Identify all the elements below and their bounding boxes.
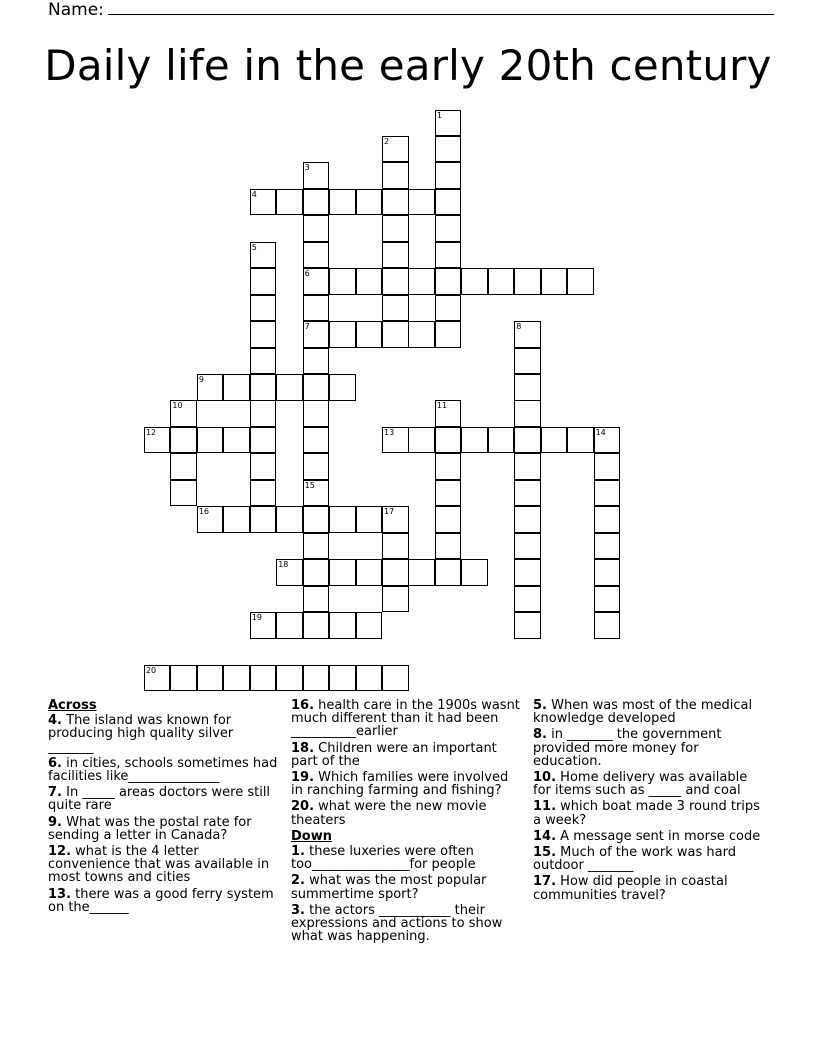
grid-cell[interactable] xyxy=(329,189,356,216)
clue-across-19: 19. Which families were involved in ranching farming and fishing? xyxy=(291,770,509,799)
grid-cell[interactable] xyxy=(303,268,330,295)
grid-cell[interactable] xyxy=(435,295,462,322)
grid-cell[interactable] xyxy=(541,427,568,454)
grid-cell[interactable] xyxy=(223,374,250,401)
grid-cell[interactable] xyxy=(276,612,303,639)
grid-cell[interactable] xyxy=(303,533,330,560)
grid-cell[interactable] xyxy=(514,612,541,639)
grid-cell[interactable] xyxy=(276,559,303,586)
grid-cell[interactable] xyxy=(170,453,197,480)
clue-number: 5 xyxy=(251,242,257,252)
grid-cell[interactable] xyxy=(329,612,356,639)
grid-cell[interactable] xyxy=(197,427,224,454)
grid-cell[interactable] xyxy=(303,374,330,401)
grid-cell[interactable] xyxy=(514,453,541,480)
grid-cell[interactable] xyxy=(356,506,383,533)
grid-cell[interactable] xyxy=(276,506,303,533)
clue-across-4: 4. The island was known for producing high quality silver _______ xyxy=(48,713,234,755)
clue-number: 3 xyxy=(304,163,310,173)
grid-cell[interactable] xyxy=(170,665,197,692)
grid-cell[interactable] xyxy=(435,506,462,533)
grid-cell[interactable] xyxy=(488,427,515,454)
clue-across-7: 7. In _____ areas doctors were still quite rare xyxy=(48,785,271,814)
grid-cell[interactable] xyxy=(170,480,197,507)
name-label: Name: xyxy=(48,0,104,20)
grid-cell[interactable] xyxy=(382,586,409,613)
clue-number: 13 xyxy=(384,427,395,437)
grid-cell[interactable] xyxy=(567,427,594,454)
grid-cell[interactable] xyxy=(514,506,541,533)
grid-cell[interactable] xyxy=(303,215,330,242)
clue-number: 16 xyxy=(198,507,210,517)
grid-cell[interactable] xyxy=(567,268,594,295)
grid-cell[interactable] xyxy=(329,559,356,586)
clue-number: 9 xyxy=(198,375,204,384)
grid-cell[interactable] xyxy=(435,189,462,216)
grid-cell[interactable] xyxy=(594,586,621,613)
grid-cell[interactable] xyxy=(303,506,330,533)
grid-cell[interactable] xyxy=(250,321,277,348)
clue-number: 4 xyxy=(251,189,257,199)
grid-cell[interactable] xyxy=(435,136,462,163)
clue-number: 6 xyxy=(304,269,310,279)
clue-number: 15 xyxy=(304,480,315,490)
clue-across-12: 12. what is the 4 letter convenience that was available in most towns and cities xyxy=(48,844,270,886)
clue-down-15: 15. Much of the work was hard outdoor _______ xyxy=(533,845,736,874)
grid-cell[interactable] xyxy=(514,268,541,295)
grid-cell[interactable] xyxy=(514,559,541,586)
clue-number: 7 xyxy=(304,322,310,332)
grid-cell[interactable] xyxy=(594,533,621,560)
grid-cell[interactable] xyxy=(197,374,224,401)
clue-number: 19 xyxy=(251,613,262,623)
grid-cell[interactable] xyxy=(594,480,621,507)
clue-across-13: 13. there was a good ferry system on the______ xyxy=(48,886,274,915)
grid-cell[interactable] xyxy=(408,559,435,586)
grid-cell[interactable] xyxy=(382,427,409,454)
clue-down-2: 2. what was the most popular summertime sport? xyxy=(291,873,487,902)
grid-cell[interactable] xyxy=(461,268,488,295)
clue-number: 11 xyxy=(436,401,448,411)
clue-number: 1 xyxy=(436,110,442,120)
clue-down-14: 14. A message sent in morse code xyxy=(533,828,761,844)
clue-down-5: 5. When was most of the medical knowledge developed xyxy=(533,698,753,727)
clue-across-9: 9. What was the postal rate for sending a letter in Canada? xyxy=(48,814,252,843)
grid-cell[interactable] xyxy=(356,559,383,586)
grid-cell[interactable] xyxy=(435,242,462,269)
grid-cell[interactable] xyxy=(303,559,330,586)
grid-cell[interactable] xyxy=(514,400,541,427)
grid-cell[interactable] xyxy=(594,506,621,533)
grid-cell[interactable] xyxy=(356,189,383,216)
grid-cell[interactable] xyxy=(250,453,277,480)
grid-cell[interactable] xyxy=(382,665,409,692)
grid-cell[interactable] xyxy=(250,242,277,269)
grid-cell[interactable] xyxy=(435,480,462,507)
grid-cell[interactable] xyxy=(382,136,409,163)
grid-cell[interactable] xyxy=(356,612,383,639)
grid-cell[interactable] xyxy=(250,189,277,216)
clue-across-6: 6. in cities, schools sometimes had facilities like______________ xyxy=(48,755,278,785)
down-heading: Down xyxy=(291,828,332,844)
grid-cell[interactable] xyxy=(461,559,488,586)
grid-cell[interactable] xyxy=(435,162,462,189)
grid-cell[interactable] xyxy=(514,348,541,375)
grid-cell[interactable] xyxy=(541,268,568,295)
grid-cell[interactable] xyxy=(382,268,409,295)
grid-cell[interactable] xyxy=(435,268,462,295)
grid-cell[interactable] xyxy=(356,268,383,295)
grid-cell[interactable] xyxy=(408,427,435,454)
grid-cell[interactable] xyxy=(514,586,541,613)
grid-cell[interactable] xyxy=(382,559,409,586)
grid-cell[interactable] xyxy=(303,348,330,375)
grid-cell[interactable] xyxy=(250,374,277,401)
grid-cell[interactable] xyxy=(594,612,621,639)
grid-cell[interactable] xyxy=(303,427,330,454)
grid-cell[interactable] xyxy=(382,506,409,533)
grid-cell[interactable] xyxy=(223,427,250,454)
grid-cell[interactable] xyxy=(461,427,488,454)
grid-cell[interactable] xyxy=(408,189,435,216)
grid-cell[interactable] xyxy=(250,348,277,375)
grid-cell[interactable] xyxy=(435,559,462,586)
grid-cell[interactable] xyxy=(356,665,383,692)
grid-cell[interactable] xyxy=(435,533,462,560)
grid-cell[interactable] xyxy=(303,242,330,269)
grid-cell[interactable] xyxy=(276,374,303,401)
clue-down-8: 8. in _______ the government provided more money for education. xyxy=(533,727,722,769)
clue-number: 10 xyxy=(172,401,183,411)
grid-cell[interactable] xyxy=(303,295,330,322)
grid-cell[interactable] xyxy=(303,189,330,216)
clues-column-3 xyxy=(533,699,765,905)
grid-cell[interactable] xyxy=(250,480,277,507)
clue-number: 8 xyxy=(516,322,522,332)
grid-cell[interactable] xyxy=(356,321,383,348)
grid-cell[interactable] xyxy=(303,453,330,480)
clues-column-1 xyxy=(48,699,280,917)
grid-cell[interactable] xyxy=(223,506,250,533)
clue-down-1: 1. these luxeries were often too_______________for people xyxy=(291,844,476,873)
clue-across-18: 18. Children were an important part of the xyxy=(291,740,497,769)
grid-cell[interactable] xyxy=(514,533,541,560)
grid-cell[interactable] xyxy=(170,427,197,454)
grid-cell[interactable] xyxy=(276,189,303,216)
clues-column-2 xyxy=(291,699,523,946)
grid-cell[interactable] xyxy=(435,400,462,427)
grid-cell[interactable] xyxy=(435,321,462,348)
grid-cell[interactable] xyxy=(435,453,462,480)
clue-number: 14 xyxy=(595,427,606,437)
grid-cell[interactable] xyxy=(408,321,435,348)
grid-cell[interactable] xyxy=(250,665,277,692)
grid-cell[interactable] xyxy=(329,268,356,295)
grid-cell[interactable] xyxy=(250,427,277,454)
grid-cell[interactable] xyxy=(303,400,330,427)
page-title: Daily life in the early 20th century xyxy=(44,41,772,90)
clue-across-16: 16. health care in the 1900s wasnt much different than it had been __________earlier xyxy=(291,698,520,740)
clue-number: 12 xyxy=(145,427,157,437)
grid-cell[interactable] xyxy=(594,427,621,454)
grid-cell[interactable] xyxy=(144,427,171,454)
clue-across-20: 20. what were the new movie theaters xyxy=(291,799,487,828)
grid-cell[interactable] xyxy=(435,215,462,242)
clue-down-11: 11. which boat made 3 round trips a week? xyxy=(533,799,760,828)
grid-cell[interactable] xyxy=(514,480,541,507)
grid-cell[interactable] xyxy=(514,321,541,348)
grid-cell[interactable] xyxy=(250,400,277,427)
grid-cell[interactable] xyxy=(514,427,541,454)
grid-cell[interactable] xyxy=(435,110,462,137)
grid-cell[interactable] xyxy=(329,374,356,401)
clue-number: 17 xyxy=(384,507,395,517)
grid-cell[interactable] xyxy=(514,374,541,401)
grid-cell[interactable] xyxy=(594,453,621,480)
grid-cell[interactable] xyxy=(250,268,277,295)
grid-cell[interactable] xyxy=(382,242,409,269)
grid-cell[interactable] xyxy=(303,162,330,189)
grid-cell[interactable] xyxy=(408,268,435,295)
grid-cell[interactable] xyxy=(329,665,356,692)
clue-number: 20 xyxy=(145,665,157,675)
across-heading: Across xyxy=(48,698,97,713)
grid-cell[interactable] xyxy=(197,506,224,533)
grid-cell[interactable] xyxy=(382,533,409,560)
grid-cell[interactable] xyxy=(488,268,515,295)
grid-cell[interactable] xyxy=(250,295,277,322)
grid-cell[interactable] xyxy=(303,612,330,639)
grid-cell[interactable] xyxy=(303,665,330,692)
clue-down-3: 3. the actors ___________ their expressions and actions to show what was happening. xyxy=(291,902,503,945)
clue-down-17: 17. How did people in coastal communities travel? xyxy=(533,874,728,903)
grid-cell[interactable] xyxy=(250,612,277,639)
grid-cell[interactable] xyxy=(329,506,356,533)
grid-cell[interactable] xyxy=(144,665,171,692)
grid-cell[interactable] xyxy=(435,427,462,454)
grid-cell[interactable] xyxy=(250,506,277,533)
grid-cell[interactable] xyxy=(303,586,330,613)
grid-cell[interactable] xyxy=(382,321,409,348)
grid-cell[interactable] xyxy=(329,321,356,348)
grid-cell[interactable] xyxy=(303,321,330,348)
grid-cell[interactable] xyxy=(197,665,224,692)
grid-cell[interactable] xyxy=(382,189,409,216)
grid-cell[interactable] xyxy=(223,665,250,692)
grid-cell[interactable] xyxy=(170,400,197,427)
grid-cell[interactable] xyxy=(382,162,409,189)
grid-cell[interactable] xyxy=(382,215,409,242)
clue-down-10: 10. Home delivery was available for items such as _____ and coal xyxy=(533,770,748,799)
grid-cell[interactable] xyxy=(594,559,621,586)
clue-number: 18 xyxy=(278,560,289,570)
grid-cell[interactable] xyxy=(276,665,303,692)
grid-cell[interactable] xyxy=(303,480,330,507)
grid-cell[interactable] xyxy=(382,295,409,322)
clue-number: 2 xyxy=(384,136,390,146)
